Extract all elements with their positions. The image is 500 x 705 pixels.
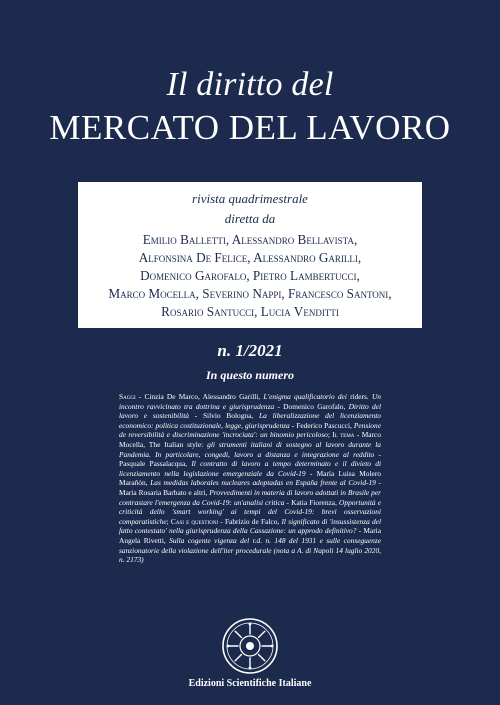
editors-line-1: Emilio Balletti, Alessandro Bellavista, — [142, 232, 358, 247]
article-title: gli strumenti italiani di sostegno al lavoro durante la Pandemia. In particolare, congedi, lavoro a distanza e integrazione al reddito — [119, 439, 381, 459]
editors-line-4: Marco Mocella, Severino Nappi, Francesco Santoni, — [108, 286, 392, 301]
contents-text: - Katia Fiorenza, — [284, 497, 340, 507]
publisher-logo-icon — [220, 616, 280, 676]
article-title: Diritto del lavoro e sostenibilità — [119, 401, 382, 421]
article-title: Provvedimenti in materia di lavoro adottati in Brasile per contrastare l'emergenza da Covid-19: un'analisi critica — [119, 487, 381, 507]
article-title: Il significato di 'insussistenza del fatto contestato' nella giurisprudenza della Cassazione: un approdo definitivo? — [119, 516, 382, 536]
contents-text: ; — [327, 430, 333, 440]
article-title: . Un incontro ravvicinato tra dottrina e giurisprudenza — [119, 392, 381, 411]
directed-by-label: diretta da — [224, 211, 276, 226]
journal-subtitle: rivista quadrimestrale — [192, 191, 308, 206]
article-title: Il contratto di lavoro a tempo determinato e il divieto di licenziamento nella legislazione emergenziale da Covid-19 — [119, 459, 381, 478]
section-label: Saggi — [119, 392, 136, 401]
contents-text: - Fabrizio de Falco, — [218, 516, 282, 526]
issue-number: n. 1/2021 — [217, 341, 283, 360]
contents-text: riders — [346, 392, 367, 401]
contents-text: - Federico Pascucci, — [289, 420, 354, 430]
journal-title-line1: Il diritto del — [166, 66, 334, 103]
journal-title-line2: MERCATO DEL LAVORO — [49, 108, 451, 147]
article-title: La liberalizzazione del licenziamento economico: politica costituzionale, legge, giurisprudenza — [119, 411, 382, 430]
article-title: Pensione de reversibilità e discriminazione 'incrociata': un binomio pericoloso — [119, 420, 381, 440]
editors-line-5: Rosario Santucci, Lucia Venditti — [161, 304, 339, 319]
section-label: Casi e questioni — [170, 516, 219, 526]
publisher-name: Edizioni Scientifiche Italiane — [188, 678, 312, 689]
editorial-board-box — [78, 182, 422, 328]
article-title: Las medidas laborales nucleares adoptadas en España frente al Covid-19 — [150, 478, 376, 488]
editors-line-3: Domenico Garofalo, Pietro Lambertucci, — [140, 268, 360, 283]
article-title: Sulla cogente vigenza del r.d. n. 148 del 1931 e sulle conseguenze sanzionatorie della violazione dell'iter procedurale (nota a A. di Napoli 14 luglio 2020, n. 2173) — [119, 535, 381, 565]
section-label: Il tema — [332, 430, 355, 440]
contents-text: ; — [166, 516, 171, 526]
contents-text: - Domenico Garofalo, — [274, 401, 349, 411]
table-of-contents — [119, 392, 381, 565]
contents-text: - Cinzia De Marco, Alessandro Garilli, — [135, 392, 264, 401]
editors-line-2: Alfonsina De Felice, Alessandro Garilli, — [138, 250, 362, 265]
contents-text: - Silvio Bologna, — [188, 411, 260, 421]
in-this-issue-heading: In questo numero — [205, 368, 295, 382]
contents-text: - Maria Rosaria Barbato e altri, — [119, 478, 382, 497]
contents-text: - María Luisa Molero Marañón, — [119, 468, 381, 488]
contents-text: - Marco Mocella, The Italian style: — [119, 430, 381, 449]
contents-text: - Maria Angela Rivetti, — [119, 526, 381, 545]
article-title: L'enigma qualificatorio dei — [263, 392, 347, 401]
article-title: Opportunità e criticità dello 'smart working' ai tempi del Covid-19: brevi osservazioni comparatistiche — [119, 497, 381, 526]
contents-text: - Pasquale Passalacqua, — [119, 449, 381, 469]
